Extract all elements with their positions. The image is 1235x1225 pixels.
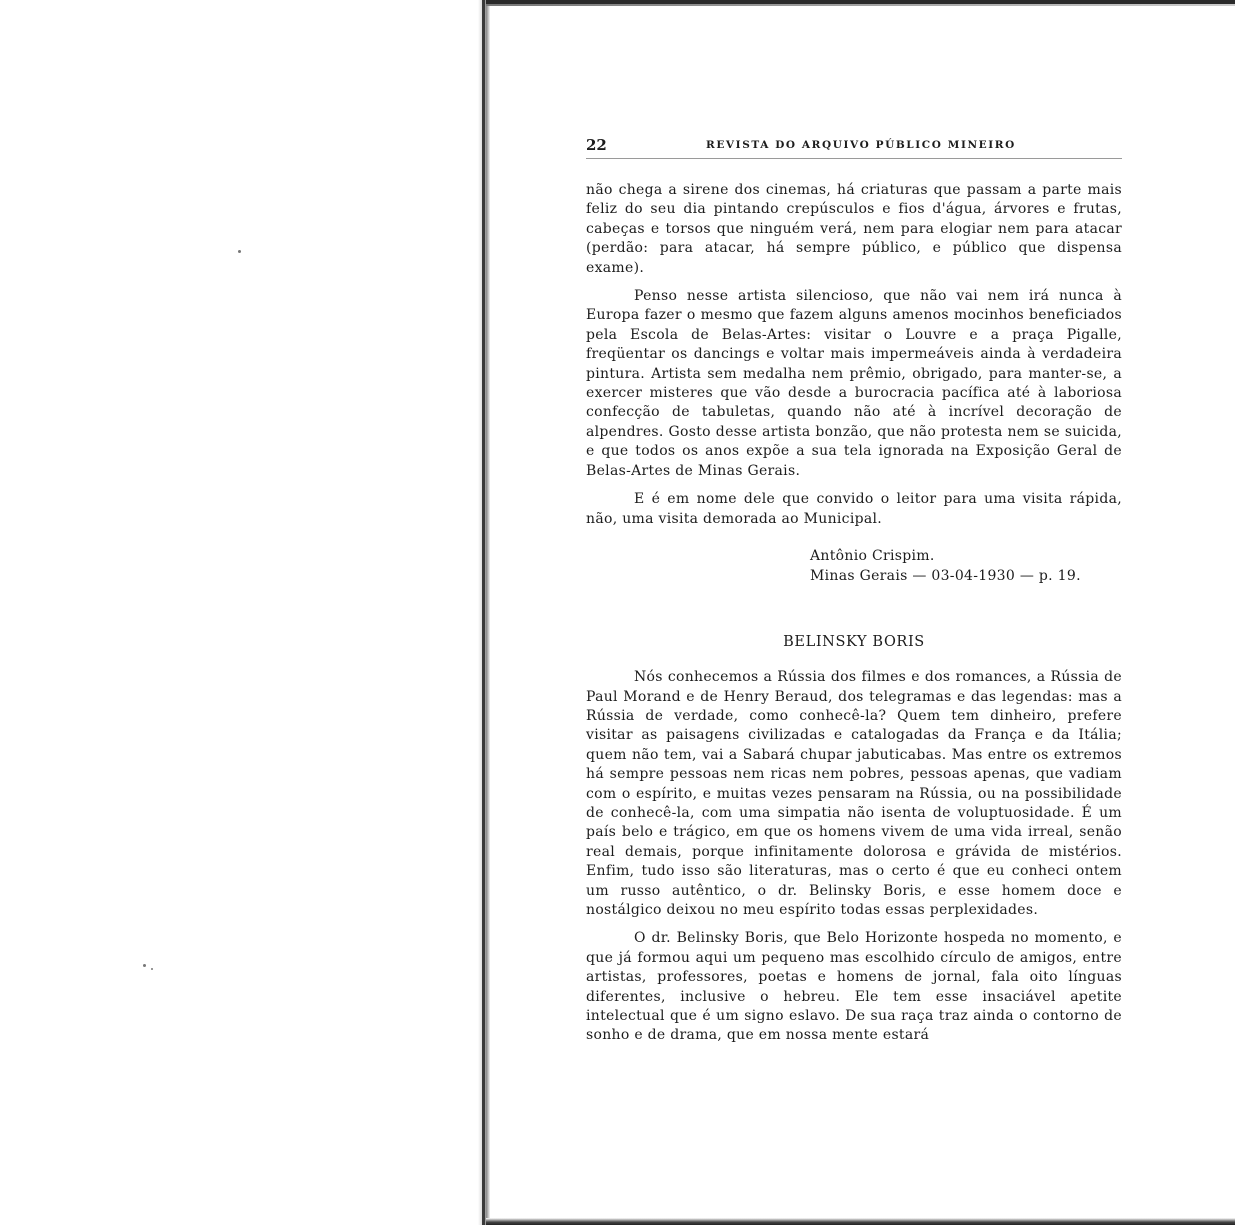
book-gutter-line	[482, 0, 485, 1225]
scan-speck	[151, 968, 153, 970]
scan-speck	[238, 250, 241, 253]
paragraph: E é em nome dele que convido o leitor para uma visita rápida, não, uma visita demorada ao Municipal.	[586, 491, 1122, 527]
left-blank-page	[0, 0, 482, 1225]
author-name: Antônio Crispim.	[810, 547, 935, 564]
page-top-edge-fade	[486, 4, 1235, 6]
journal-title: REVISTA DO ARQUIVO PÚBLICO MINEIRO	[706, 139, 1016, 151]
right-page-content	[586, 136, 1122, 1046]
page-bottom-edge	[486, 1218, 1235, 1225]
signature-block	[810, 547, 1122, 586]
paragraph: O dr. Belinsky Boris, que Belo Horizonte hospeda no momento, e que já formou aqui um pequeno mas escolhido círculo de amigos, entre artistas, professores, poetas e homens de jornal, fala oito línguas diferentes, inclusive o hebreu. Ele tem esse insaciável apetite intelectual que é um signo eslavo. De sua raça traz ainda o contorno de sonho e de drama, que em nossa mente estará	[586, 930, 1122, 1044]
paragraph-continuation: não chega a sirene dos cinemas, há criaturas que passam a parte mais feliz do seu dia pintando crepúsculos e fios d'água, árvores e frutas, cabeças e torsos que ninguém verá, nem para elogiar nem para atacar (perdão: para atacar, há sempre público, e público que dispensa exame).	[586, 182, 1122, 276]
scan-speck	[143, 964, 146, 967]
running-header	[586, 136, 1122, 159]
page-number: 22	[586, 136, 607, 154]
section-title: BELINSKY BORIS	[783, 634, 925, 651]
publication-source: Minas Gerais — 03-04-1930 — p. 19.	[810, 567, 1081, 584]
paragraph: Penso nesse artista silencioso, que não vai nem irá nunca à Europa fazer o mesmo que fazem alguns amenos mocinhos beneficiados pela Escola de Belas-Artes: visitar o Louvre e a praça Pigalle, freqüentar os dancings e voltar mais impermeáveis ainda à verdadeira pintura. Artista sem medalha nem prêmio, obrigado, para manter-se, a exercer misteres que vão desde a burocracia pacífica até à laboriosa confecção de tabuletas, quando não até à incrível decoração de alpendres. Gosto desse artista bonzão, que não protesta nem se suicida, e que todos os anos expõe a sua tela ignorada na Exposição Geral de Belas-Artes de Minas Gerais.	[586, 288, 1122, 479]
paragraph: Nós conhecemos a Rússia dos filmes e dos romances, a Rússia de Paul Morand e de Henry Beraud, dos telegramas e das legendas: mas a Rússia de verdade, como conhecê-la? Quem tem dinheiro, prefere visitar as paisagens civilizadas e catalogadas da França e da Itália; quem não tem, vai a Sabará chupar jabuticabas. Mas entre os extremos há sempre pessoas nem ricas nem pobres, pessoas apenas, que vadiam com o espírito, e muitas vezes pensaram na Rússia, ou na possibilidade de conhecê-la, com uma simpatia não isenta de voluptuosidade. É um país belo e trágico, em que os homens vivem de uma vida irreal, senão real demais, porque infinitamente dolorosa e grávida de mistérios. Enfim, tudo isso são literaturas, mas o certo é que eu conheci ontem um russo autêntico, o dr. Belinsky Boris, e esse homem doce e nostálgico deixou no meu espírito todas essas perplexidades.	[586, 669, 1122, 918]
